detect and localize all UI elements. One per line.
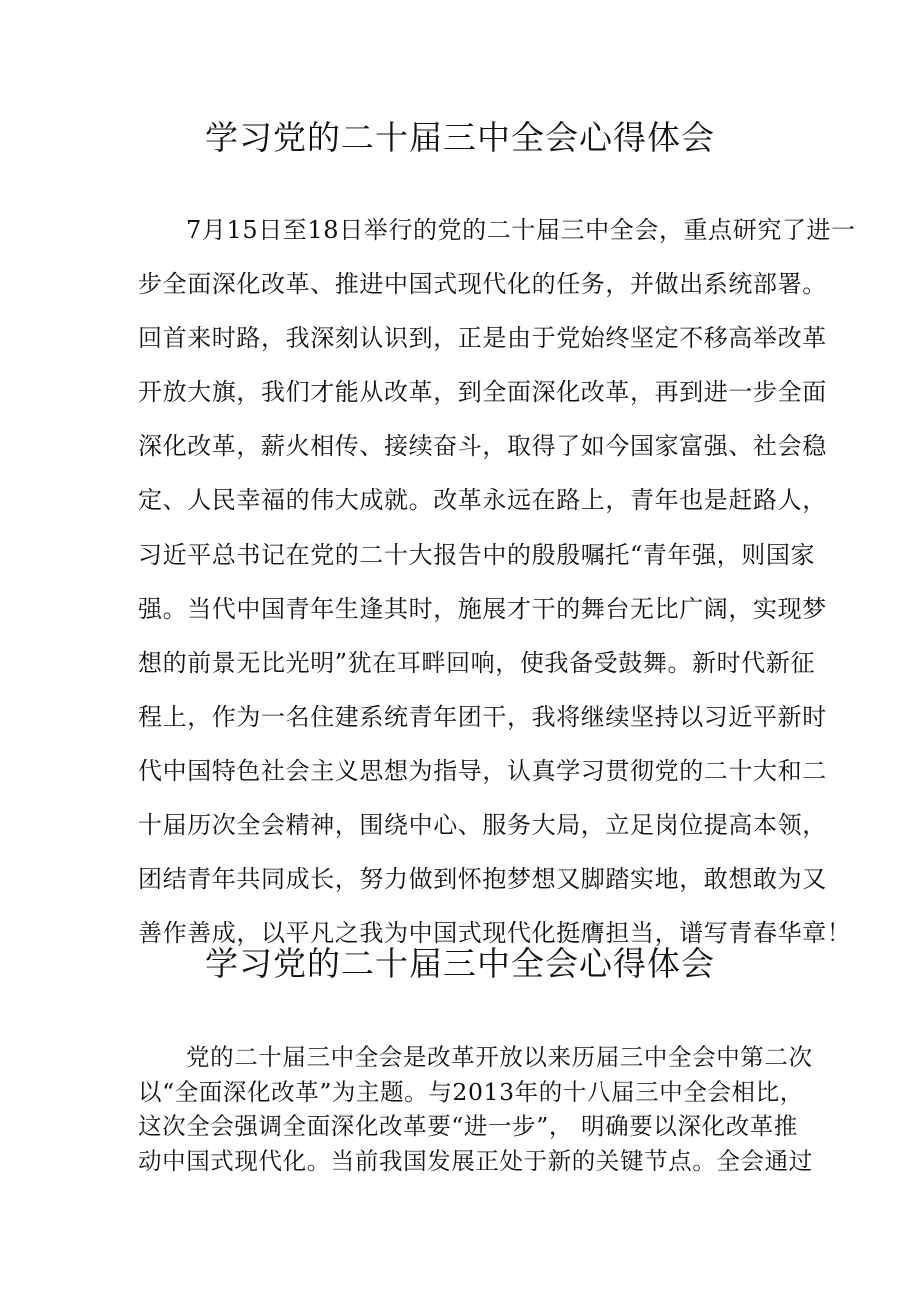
body-line: 党的二十届三中全会是改革开放以来历届三中全会中第二次 xyxy=(186,1043,813,1071)
body-line: 善作善成，以平凡之我为中国式现代化挺膺担当，谱写青春华章！ xyxy=(138,919,852,948)
body-line: 7月15日至18日举行的党的二十届三中全会，重点研究了进一 xyxy=(186,216,856,244)
body-line: 代中国特色社会主义思想为指导，认真学习贯彻党的二十大和二 xyxy=(138,756,827,785)
body-line: 深化改革，薪火相传、接续奋斗，取得了如今国家富强、社会稳 xyxy=(138,432,827,461)
body-line: 想的前景无比光明”犹在耳畔回响，使我备受鼓舞。新时代新征 xyxy=(138,648,816,677)
article-body xyxy=(138,1040,813,1178)
article-body xyxy=(138,210,856,967)
body-line: 以“全面深化改革”为主题。与2013年的十八届三中全会相比， xyxy=(138,1077,804,1106)
body-line: 回首来时路，我深刻认识到，正是由于党始终坚定不移高举改革 xyxy=(138,324,827,353)
body-line: 这次全会强调全面深化改革要“进一步”， 明确要以深化改革推 xyxy=(138,1112,798,1140)
body-line: 团结青年共同成长，努力做到怀抱梦想又脚踏实地，敢想敢为又 xyxy=(138,865,827,894)
body-line: 开放大旗，我们才能从改革，到全面深化改革，再到进一步全面 xyxy=(138,378,827,407)
body-line: 习近平总书记在党的二十大报告中的殷殷嘱托“青年强，则国家 xyxy=(138,540,816,569)
article-title: 学习党的二十届三中全会心得体会 xyxy=(205,118,715,157)
body-line: 程上，作为一名住建系统青年团干，我将继续坚持以习近平新时 xyxy=(138,702,827,731)
article-title: 学习党的二十届三中全会心得体会 xyxy=(205,944,715,983)
body-line: 强。当代中国青年生逢其时，施展才干的舞台无比广阔，实现梦 xyxy=(138,594,827,623)
body-line: 定、人民幸福的伟大成就。改革永远在路上，青年也是赶路人， xyxy=(138,486,827,515)
body-line: 动中国式现代化。当前我国发展正处于新的关键节点。全会通过 xyxy=(138,1146,813,1175)
body-line: 步全面深化改革、推进中国式现代化的任务，并做出系统部署。 xyxy=(138,270,827,299)
body-line: 十届历次全会精神，围绕中心、服务大局，立足岗位提高本领， xyxy=(138,811,827,840)
